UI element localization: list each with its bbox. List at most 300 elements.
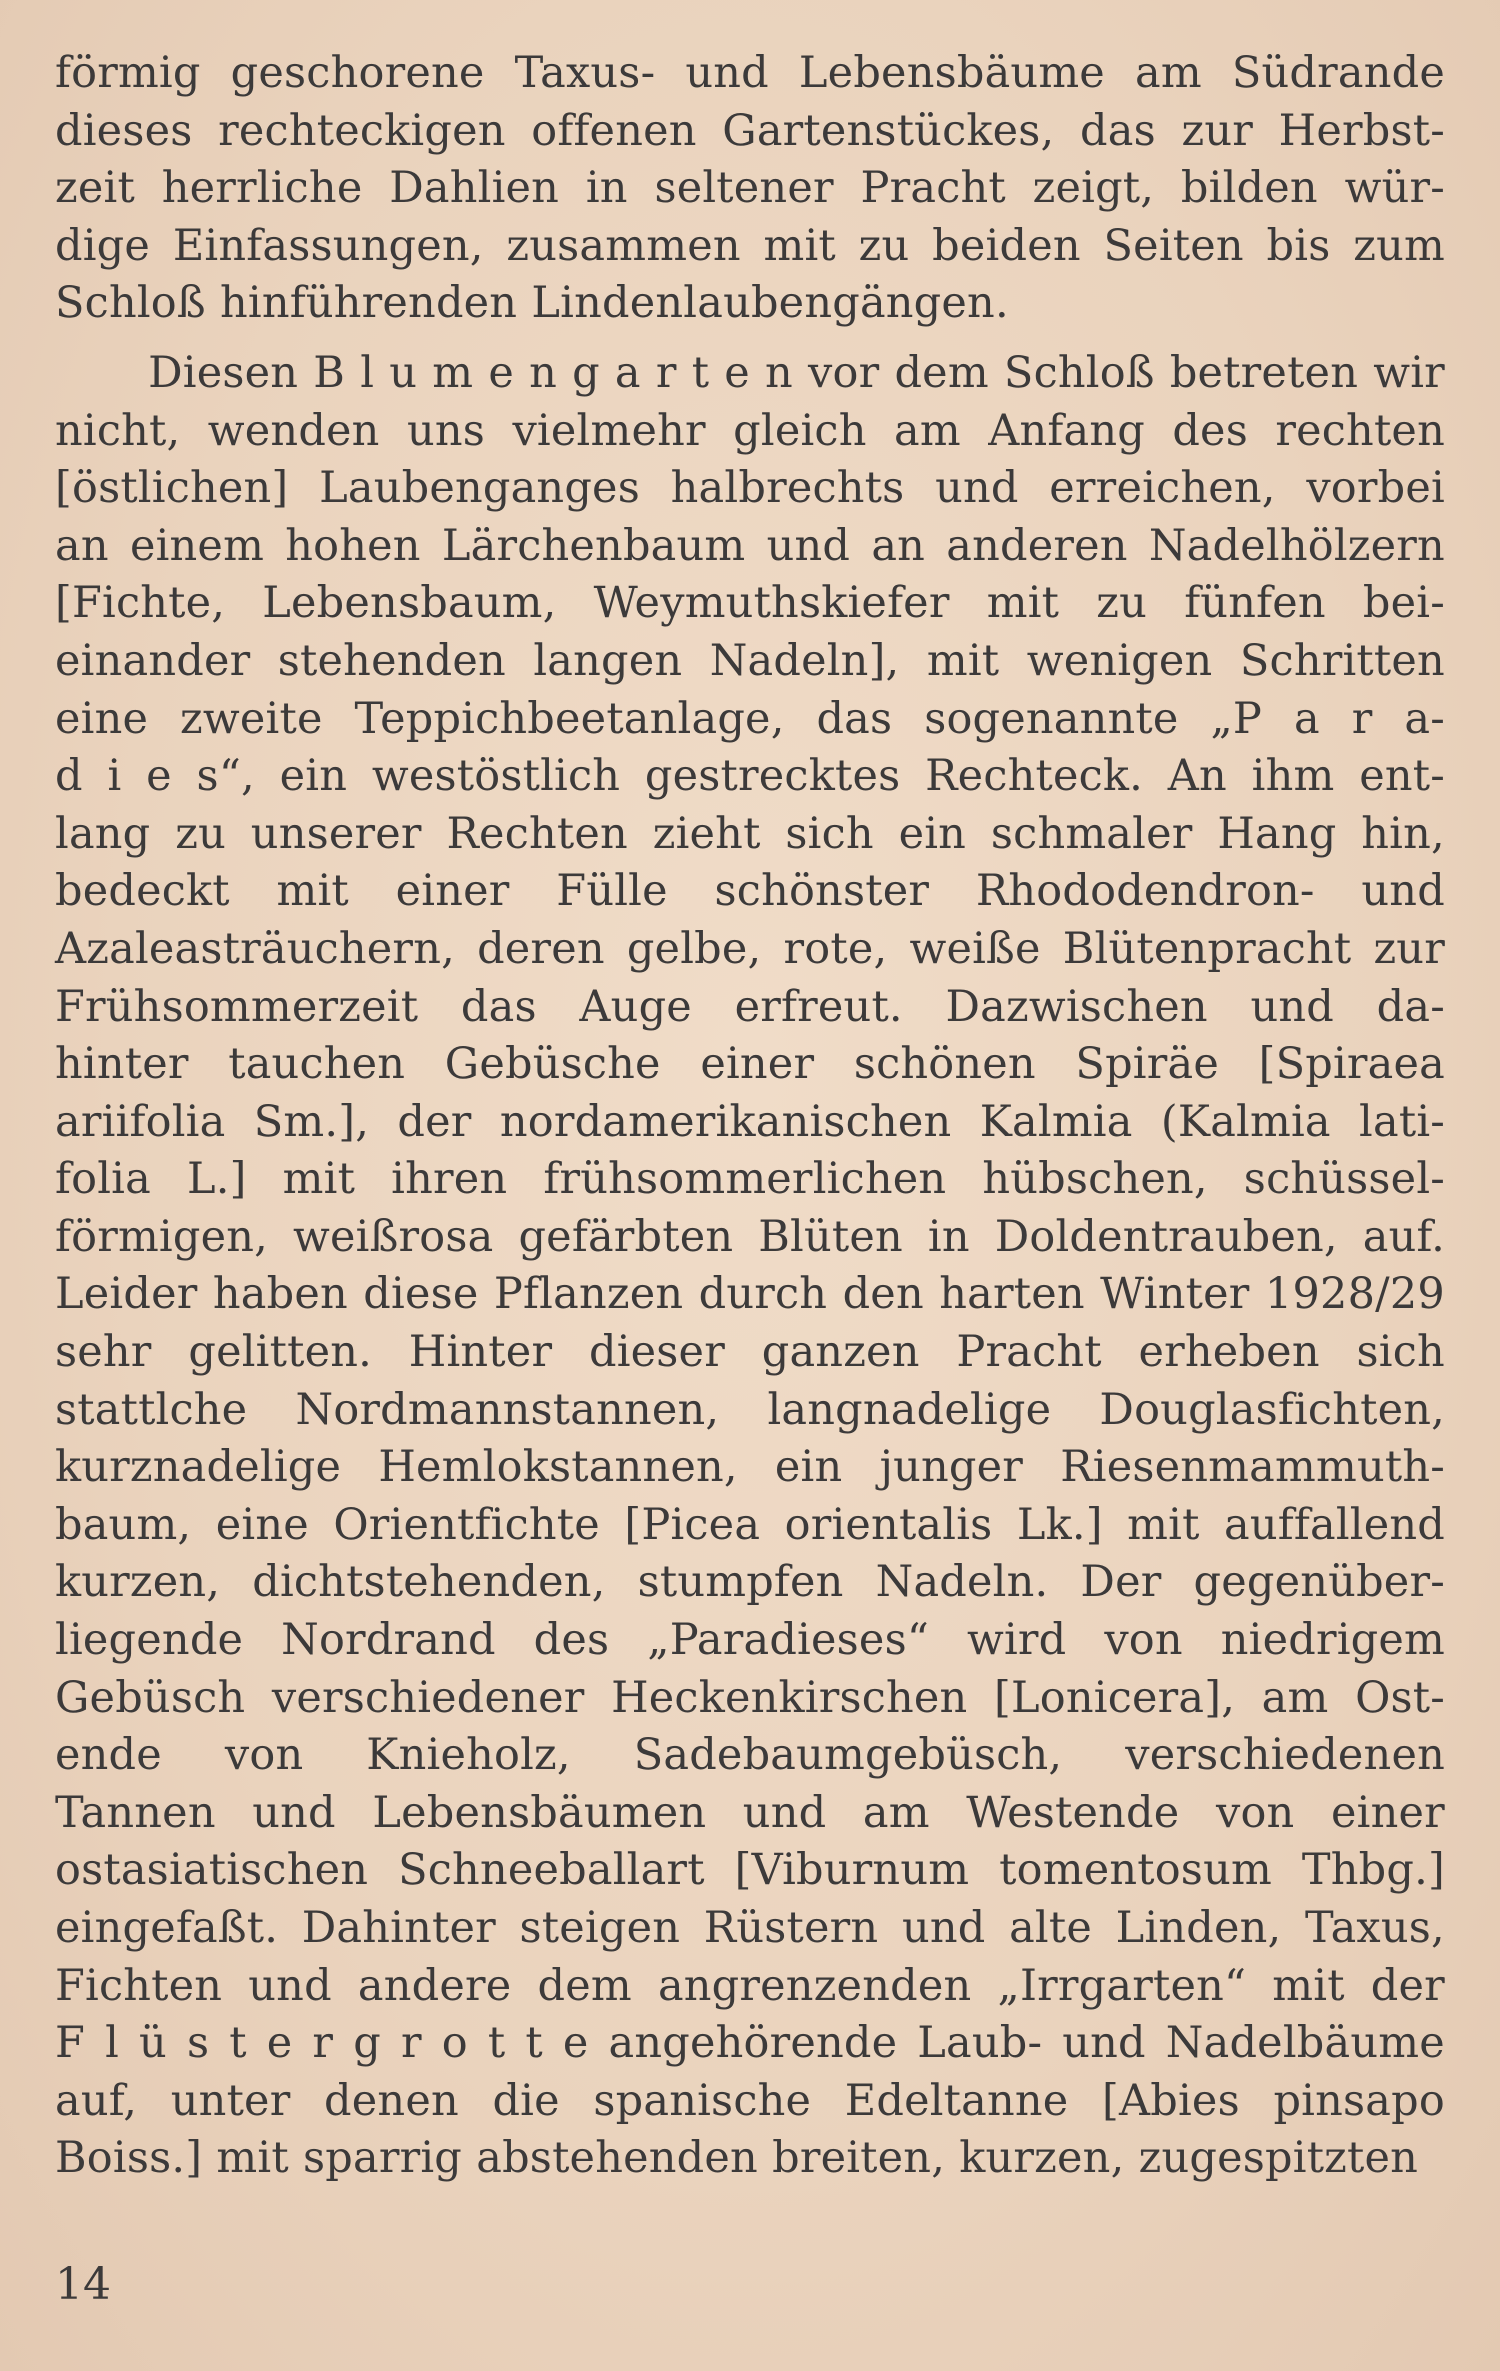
word: junger xyxy=(879,1442,1024,1493)
word: Laubenganges xyxy=(319,463,640,514)
word: Laub- xyxy=(917,2018,1043,2069)
word: stattlche xyxy=(55,1384,248,1435)
word: Lärchenbaum xyxy=(441,520,746,571)
word: verschiedener xyxy=(271,1672,585,1723)
text-line xyxy=(55,1036,1445,1094)
word: einander xyxy=(55,635,251,686)
word: rote, xyxy=(783,923,888,974)
word: zeigt, xyxy=(1032,163,1155,214)
word: und xyxy=(252,1787,336,1838)
word: s“, xyxy=(196,751,255,802)
word: u xyxy=(389,347,418,398)
word: t xyxy=(525,2018,543,2069)
word: Seiten xyxy=(1103,220,1244,271)
word: lati- xyxy=(1359,1096,1445,1147)
word: Boiss.] xyxy=(55,2133,203,2184)
word: der xyxy=(397,1096,472,1147)
word: gelbe, xyxy=(626,923,762,974)
word: durch xyxy=(698,1269,828,1320)
word: Winter xyxy=(1100,1269,1250,1320)
word: das xyxy=(1080,105,1156,156)
word: zugespitzten xyxy=(1138,2133,1419,2184)
word: zusammen xyxy=(506,220,741,271)
text-line xyxy=(55,1324,1445,1382)
word: zu xyxy=(858,220,910,271)
text-line xyxy=(55,218,1445,276)
word: Der xyxy=(1080,1557,1162,1608)
text-line xyxy=(55,633,1445,691)
text-line xyxy=(55,460,1445,518)
word: auffallend xyxy=(1224,1499,1445,1550)
word: L.] xyxy=(187,1154,247,1205)
word: ostasiatischen xyxy=(55,1845,369,1896)
text-line xyxy=(55,1439,1445,1497)
text-line xyxy=(55,2130,1445,2188)
word: zur xyxy=(1373,923,1445,974)
word: schmaler xyxy=(990,808,1193,859)
word: Dahlien xyxy=(389,163,560,214)
word: Hang xyxy=(1217,808,1337,859)
word: a xyxy=(614,347,641,398)
word: hinter xyxy=(55,1039,189,1090)
word: eine xyxy=(55,693,149,744)
text-line xyxy=(55,1842,1445,1900)
text-line xyxy=(55,748,1445,806)
word: Linden, xyxy=(1115,1903,1282,1953)
text-line xyxy=(55,1497,1445,1555)
word: Nordrand xyxy=(281,1615,496,1666)
word: folia xyxy=(55,1154,151,1205)
word: den xyxy=(842,1269,924,1320)
word: frühsommerlichen xyxy=(543,1154,947,1205)
text-line xyxy=(55,1727,1445,1785)
word: Pracht xyxy=(860,163,1006,214)
word: zur xyxy=(1181,105,1253,156)
word: Taxus, xyxy=(1305,1903,1445,1953)
word: Lebensbäumen xyxy=(372,1787,707,1838)
word: und xyxy=(1062,2018,1146,2069)
word: ganzen xyxy=(761,1327,920,1378)
word: ein xyxy=(279,751,348,802)
word: verschiedenen xyxy=(1125,1730,1445,1781)
text-line xyxy=(55,1266,1445,1324)
word: [östlichen] xyxy=(55,463,289,514)
word: mit xyxy=(763,220,836,271)
word: weiße xyxy=(909,923,1041,974)
word: lang xyxy=(55,808,151,859)
word: hin, xyxy=(1361,808,1445,859)
word: Gebüsch xyxy=(55,1672,246,1723)
word: l xyxy=(105,2018,120,2069)
word: [Viburnum xyxy=(734,1845,970,1896)
text-line xyxy=(55,863,1445,921)
word: gleich xyxy=(733,405,867,456)
word: Westende xyxy=(966,1787,1180,1838)
word: pinsapo xyxy=(1273,2075,1445,2126)
word: westöstlich xyxy=(371,751,621,802)
word: des xyxy=(1172,405,1248,456)
word: An xyxy=(1167,751,1227,802)
word: (Kalmia xyxy=(1160,1096,1331,1147)
word: [Picea xyxy=(624,1499,761,1550)
word: mit xyxy=(1127,1499,1200,1550)
word: deren xyxy=(477,923,605,974)
word: 1928/29 xyxy=(1264,1269,1445,1320)
word: m xyxy=(432,347,474,398)
word: [Spiraea xyxy=(1258,1039,1445,1090)
word: F xyxy=(55,2018,86,2069)
word: r xyxy=(312,2018,334,2069)
word: e xyxy=(488,347,514,398)
word: stehenden xyxy=(277,635,506,686)
word: dieses xyxy=(55,105,193,156)
word: an xyxy=(55,520,109,571)
word: förmigen, xyxy=(55,1211,269,1262)
word: Nadeln. xyxy=(875,1557,1049,1608)
word: Dazwischen xyxy=(945,981,1208,1032)
text-line xyxy=(55,575,1445,633)
word: haben xyxy=(212,1269,348,1320)
word: unter xyxy=(170,2075,291,2126)
word: liegende xyxy=(55,1615,244,1666)
word: ü xyxy=(139,2018,167,2069)
word: Rhododendron- xyxy=(975,866,1315,917)
word: stumpfen xyxy=(637,1557,844,1608)
word: g xyxy=(353,2018,381,2069)
word: wenigen xyxy=(1026,635,1213,686)
word: und xyxy=(685,48,769,98)
word: ihm xyxy=(1251,751,1335,802)
word: bei- xyxy=(1362,578,1445,629)
text-line xyxy=(55,2015,1445,2073)
word: hübschen, xyxy=(982,1154,1208,1205)
word: Frühsommerzeit xyxy=(55,981,419,1032)
word: sich xyxy=(785,808,874,859)
word: am xyxy=(1134,48,1202,98)
word: zu xyxy=(1096,578,1148,629)
text-line xyxy=(55,1151,1445,1209)
word: rechten xyxy=(1275,405,1445,456)
word: schüssel- xyxy=(1243,1154,1445,1205)
word: gelitten. xyxy=(188,1327,372,1378)
word: niedrigem xyxy=(1220,1615,1445,1666)
word: denen xyxy=(324,2075,459,2126)
word: in xyxy=(585,163,628,214)
text-line xyxy=(55,1209,1445,1267)
word: Blüten xyxy=(758,1211,903,1262)
paragraph xyxy=(55,345,1445,2188)
word: mit xyxy=(216,2133,289,2184)
word: Hinter xyxy=(408,1327,553,1378)
word: hinführenden xyxy=(220,278,518,329)
word: sehr xyxy=(55,1327,152,1378)
word: n xyxy=(529,347,557,398)
word: mit xyxy=(926,635,1000,686)
word: zieht xyxy=(652,808,761,859)
word: wür- xyxy=(1344,163,1445,214)
word: i xyxy=(107,751,122,802)
word: Schloß xyxy=(55,278,206,329)
word: Schloß xyxy=(1003,347,1155,398)
text-line xyxy=(55,1958,1445,2016)
word: ein xyxy=(898,808,967,859)
word: kurznadelige xyxy=(55,1442,342,1493)
word: o xyxy=(441,2018,468,2069)
word: Lk.] xyxy=(1016,1499,1103,1550)
word: in xyxy=(927,1211,970,1262)
word: ariifolia xyxy=(55,1096,226,1147)
word: an xyxy=(871,520,926,571)
word: Südrande xyxy=(1231,48,1445,98)
word: einer xyxy=(395,866,510,917)
word: e xyxy=(146,751,172,802)
word: langen xyxy=(533,635,683,686)
text-line xyxy=(55,160,1445,218)
word: hohen xyxy=(285,520,421,571)
body-text xyxy=(55,45,1445,2188)
word: andere xyxy=(357,1960,512,2011)
word: schönen xyxy=(853,1039,1036,1090)
word: Kalmia xyxy=(979,1096,1133,1147)
word: Ost- xyxy=(1355,1672,1445,1723)
word: Gebüsche xyxy=(444,1039,661,1090)
word: r xyxy=(655,347,677,398)
word: Rechten xyxy=(446,808,628,859)
word: Tannen xyxy=(55,1787,216,1838)
word: baum, xyxy=(55,1499,192,1550)
word: Taxus- xyxy=(514,48,656,98)
word: auf. xyxy=(1362,1211,1445,1262)
word: Lebensbäume xyxy=(798,48,1105,98)
paragraph xyxy=(55,45,1445,333)
word: zweite xyxy=(180,693,323,744)
text-line xyxy=(55,806,1445,864)
text-line xyxy=(55,345,1445,403)
word: am xyxy=(894,405,961,456)
word: harten xyxy=(939,1269,1085,1320)
word: „Irrgarten“ xyxy=(997,1960,1247,2011)
text-line xyxy=(55,1670,1445,1728)
word: vor xyxy=(808,347,880,398)
word: ihren xyxy=(391,1154,508,1205)
word: mit xyxy=(282,1154,356,1205)
word: d xyxy=(55,751,83,802)
word: am xyxy=(862,1787,930,1838)
word: „P xyxy=(1210,693,1263,744)
word: Auge xyxy=(579,981,692,1032)
word: uns xyxy=(406,405,486,456)
word: Einfassungen, xyxy=(172,220,484,271)
word: betreten xyxy=(1169,347,1359,398)
word: rechteckigen xyxy=(218,105,506,156)
word: Orientfichte xyxy=(333,1499,600,1550)
word: unserer xyxy=(250,808,422,859)
word: bis xyxy=(1266,220,1331,271)
word: n xyxy=(765,347,793,398)
word: zum xyxy=(1353,220,1445,271)
word: Teppichbeetanlage, xyxy=(354,693,785,744)
word: sparrig xyxy=(303,2133,463,2184)
word: auf, xyxy=(55,2075,138,2126)
word: beiden xyxy=(932,220,1081,271)
word: [Lonicera], xyxy=(994,1672,1236,1723)
word: angrenzenden xyxy=(657,1960,972,2011)
word: kurzen, xyxy=(959,2133,1125,2184)
word: Pflanzen xyxy=(493,1269,684,1320)
word: Pracht xyxy=(956,1327,1102,1378)
word: bilden xyxy=(1180,163,1318,214)
word: vielmehr xyxy=(512,405,706,456)
word: und xyxy=(1250,981,1334,1032)
text-line xyxy=(55,1554,1445,1612)
word: Riesenmammuth- xyxy=(1060,1442,1445,1493)
word: Rechteck. xyxy=(925,751,1144,802)
word: und xyxy=(742,1787,827,1838)
word: nordamerikanischen xyxy=(499,1096,952,1147)
word: ende xyxy=(55,1730,162,1781)
word: schönster xyxy=(714,866,930,917)
word: spanische xyxy=(593,2075,812,2126)
word: kurzen, xyxy=(55,1557,221,1608)
word: Heckenkirschen xyxy=(611,1672,968,1723)
word: vorbei xyxy=(1306,463,1445,514)
word: der xyxy=(1370,1960,1445,2011)
word: und xyxy=(1361,866,1445,917)
word: fünfen xyxy=(1184,578,1326,629)
word: geschorene xyxy=(230,48,485,98)
word: Thbg.] xyxy=(1301,1845,1445,1896)
word: Spiräe xyxy=(1075,1039,1219,1090)
word: Nadelbäume xyxy=(1165,2018,1445,2069)
word: Leider xyxy=(55,1269,198,1320)
word: von xyxy=(1215,1787,1295,1838)
word: a xyxy=(1293,693,1320,744)
word: ent- xyxy=(1359,751,1445,802)
word: Douglasfichten, xyxy=(1099,1384,1445,1435)
word: langnadelige xyxy=(767,1384,1052,1435)
word: dem xyxy=(537,1960,632,2011)
word: eingefaßt. xyxy=(55,1903,279,1953)
text-line xyxy=(55,921,1445,979)
word: das xyxy=(816,693,893,744)
word: mit xyxy=(986,578,1060,629)
text-line xyxy=(55,691,1445,749)
word: Weymuthskiefer xyxy=(593,578,950,629)
word: B xyxy=(313,347,346,398)
word: abstehenden xyxy=(476,2133,758,2184)
text-line xyxy=(55,1382,1445,1440)
word: r xyxy=(400,2018,422,2069)
word: gefärbten xyxy=(518,1211,734,1262)
word: von xyxy=(224,1730,304,1781)
word: Edeltanne xyxy=(844,2075,1069,2126)
word: die xyxy=(492,2075,560,2126)
word: halbrechts xyxy=(670,463,905,514)
word: und xyxy=(766,520,851,571)
word: sich xyxy=(1356,1327,1445,1378)
paragraph-gap xyxy=(55,333,1445,345)
word: Knieholz, xyxy=(366,1730,571,1781)
word: Fülle xyxy=(556,866,668,917)
word: „Paradieses“ xyxy=(647,1615,930,1666)
word: [Fichte, xyxy=(55,578,226,629)
word: e xyxy=(562,2018,589,2069)
word: wir xyxy=(1373,347,1445,398)
word: diese xyxy=(363,1269,479,1320)
word: [Abies xyxy=(1102,2075,1240,2126)
word: Fichten xyxy=(55,1960,223,2011)
word: Sadebaumgebüsch, xyxy=(633,1730,1063,1781)
word: Azaleasträuchern, xyxy=(55,923,455,974)
word: und xyxy=(248,1960,332,2011)
word: einer xyxy=(1331,1787,1445,1838)
word: Rüstern xyxy=(703,1903,879,1953)
word: Lebensbaum, xyxy=(262,578,557,629)
word: Herbst- xyxy=(1278,105,1445,156)
word: Blütenpracht xyxy=(1062,923,1352,974)
word: Nadelhölzern xyxy=(1148,520,1445,571)
word: Schneeballart xyxy=(398,1845,705,1896)
word: e xyxy=(724,347,750,398)
text-line xyxy=(55,1900,1445,1958)
word: zeit xyxy=(55,163,135,214)
word: t xyxy=(691,347,710,398)
word: erfreut. xyxy=(734,981,903,1032)
word: sogenannte xyxy=(924,693,1179,744)
word: Dahinter xyxy=(301,1903,496,1953)
word: wird xyxy=(966,1615,1067,1666)
word: mit xyxy=(1272,1960,1345,2011)
word: herrliche xyxy=(161,163,363,214)
word: r xyxy=(1351,693,1373,744)
word: und xyxy=(901,1903,986,1953)
word: von xyxy=(1104,1615,1183,1666)
word: gegenüber- xyxy=(1193,1557,1445,1608)
text-line xyxy=(55,103,1445,161)
word: l xyxy=(360,347,375,398)
word: t xyxy=(487,2018,506,2069)
word: erreichen, xyxy=(1049,463,1276,514)
word: s xyxy=(186,2018,210,2069)
word: alte xyxy=(1009,1903,1093,1953)
word: und xyxy=(935,463,1019,514)
word: am xyxy=(1261,1672,1329,1723)
word: Anfang xyxy=(988,405,1145,456)
word: da- xyxy=(1376,981,1445,1032)
word: einem xyxy=(129,520,265,571)
word: Hemlokstannen, xyxy=(378,1442,738,1493)
text-line xyxy=(55,403,1445,461)
word: g xyxy=(572,347,600,398)
text-line xyxy=(55,2073,1445,2131)
word: Diesen xyxy=(148,347,299,398)
word: einer xyxy=(700,1039,815,1090)
text-line xyxy=(55,1094,1445,1152)
word: weißrosa xyxy=(293,1211,494,1262)
word: das xyxy=(460,981,537,1032)
word: Sm.], xyxy=(253,1096,370,1147)
word: nicht, xyxy=(55,405,181,456)
text-line xyxy=(55,275,1445,333)
word: erheben xyxy=(1138,1327,1320,1378)
word: dige xyxy=(55,220,151,271)
word: bedeckt xyxy=(55,866,230,917)
word: Schritten xyxy=(1239,635,1445,686)
word: anderen xyxy=(946,520,1128,571)
word: Gartenstückes, xyxy=(722,105,1055,156)
word: t xyxy=(229,2018,247,2069)
word: breiten, xyxy=(772,2133,946,2184)
